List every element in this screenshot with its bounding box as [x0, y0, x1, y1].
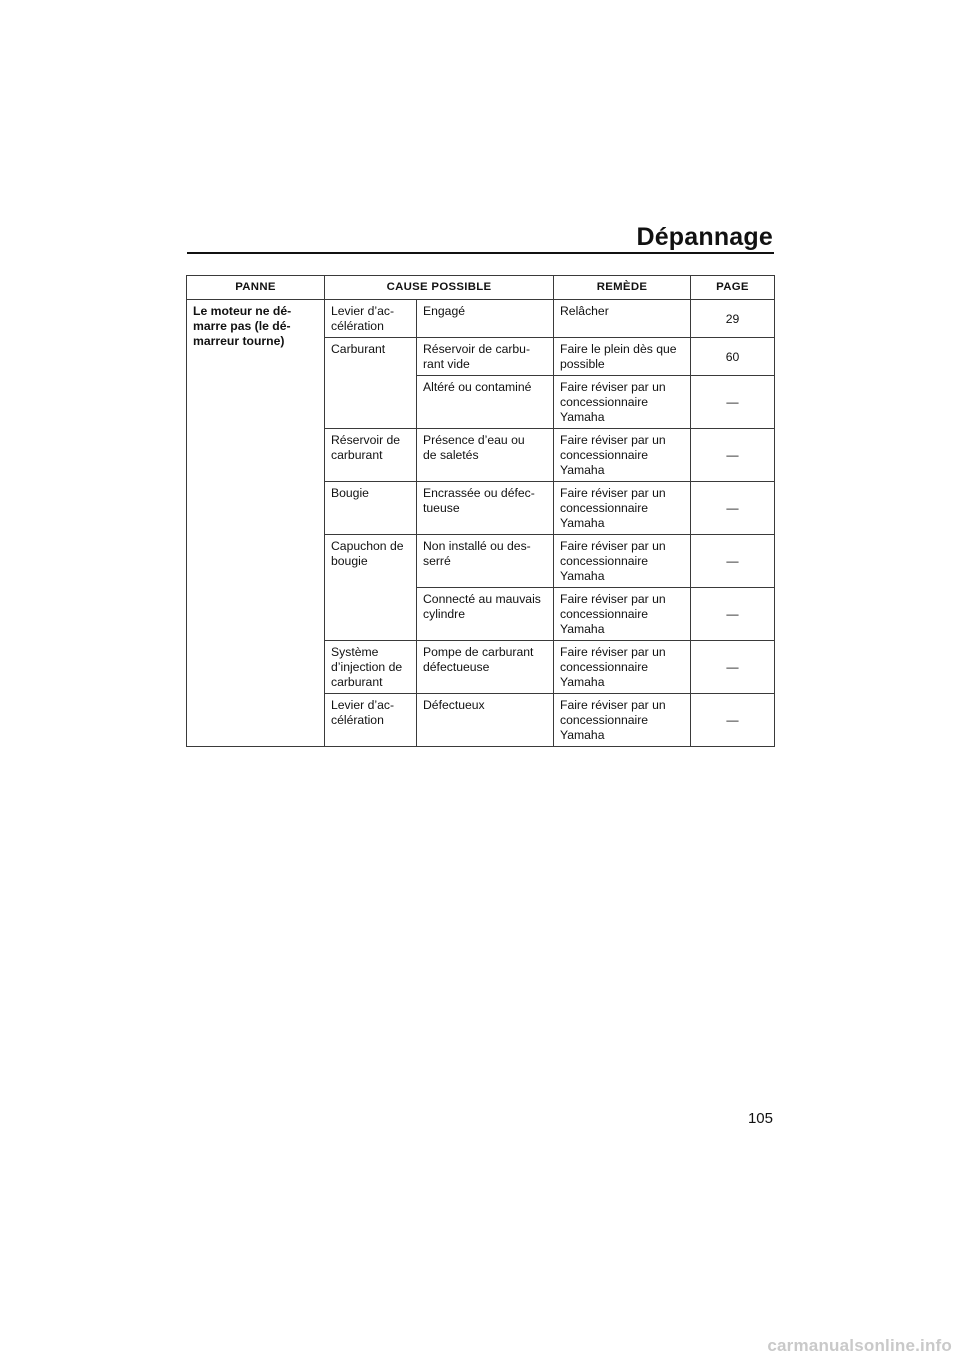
cause-cell: Non installé ou des- serré	[417, 535, 554, 588]
page-ref-cell: —	[691, 482, 775, 535]
cause-cell: Réservoir de carbu- rant vide	[417, 338, 554, 376]
cause-cell: Pompe de carburant défectueuse	[417, 641, 554, 694]
component-cell: Système d’injection de carburant	[325, 641, 417, 694]
cause-cell: Altéré ou contaminé	[417, 376, 554, 429]
page-number: 105	[747, 1110, 773, 1127]
remedy-cell: Faire réviser par un concessionnaire Yamaha	[554, 429, 691, 482]
component-cell: Levier d’ac- célération	[325, 694, 417, 747]
remedy-cell: Faire réviser par un concessionnaire Yamaha	[554, 641, 691, 694]
component-cell: Bougie	[325, 482, 417, 535]
remedy-cell: Faire réviser par un concessionnaire Yamaha	[554, 376, 691, 429]
remedy-cell: Faire réviser par un concessionnaire Yamaha	[554, 482, 691, 535]
cause-cell: Engagé	[417, 300, 554, 338]
component-cell: Réservoir de carburant	[325, 429, 417, 482]
page-ref-cell: —	[691, 535, 775, 588]
header-cause: CAUSE POSSIBLE	[325, 276, 554, 300]
header-problem: PANNE	[187, 276, 325, 300]
troubleshooting-table	[186, 275, 775, 747]
header-remedy: REMÈDE	[554, 276, 691, 300]
header-page: PAGE	[691, 276, 775, 300]
cause-cell: Défectueux	[417, 694, 554, 747]
table-header-row	[187, 276, 775, 300]
page-ref-cell: —	[691, 588, 775, 641]
remedy-cell: Relâcher	[554, 300, 691, 338]
table-row	[187, 300, 775, 338]
component-cell: Capuchon de bougie	[325, 535, 417, 641]
remedy-cell: Faire réviser par un concessionnaire Yamaha	[554, 588, 691, 641]
remedy-cell: Faire réviser par un concessionnaire Yamaha	[554, 535, 691, 588]
problem-cell: Le moteur ne dé- marre pas (le dé- marreur tourne)	[187, 300, 325, 747]
page-ref-cell: —	[691, 376, 775, 429]
component-cell: Levier d’ac- célération	[325, 300, 417, 338]
page-ref-cell: 60	[691, 338, 775, 376]
cause-cell: Présence d’eau ou de saletés	[417, 429, 554, 482]
watermark-text: carmanualsonline.info	[767, 1336, 952, 1355]
page-ref-cell: —	[691, 641, 775, 694]
component-cell: Carburant	[325, 338, 417, 429]
page-ref-cell: 29	[691, 300, 775, 338]
title-divider	[187, 252, 774, 254]
remedy-cell: Faire le plein dès que possible	[554, 338, 691, 376]
page-ref-cell: —	[691, 429, 775, 482]
page-ref-cell: —	[691, 694, 775, 747]
page-title: Dépannage	[636, 223, 773, 251]
cause-cell: Connecté au mauvais cylindre	[417, 588, 554, 641]
cause-cell: Encrassée ou défec- tueuse	[417, 482, 554, 535]
remedy-cell: Faire réviser par un concessionnaire Yamaha	[554, 694, 691, 747]
